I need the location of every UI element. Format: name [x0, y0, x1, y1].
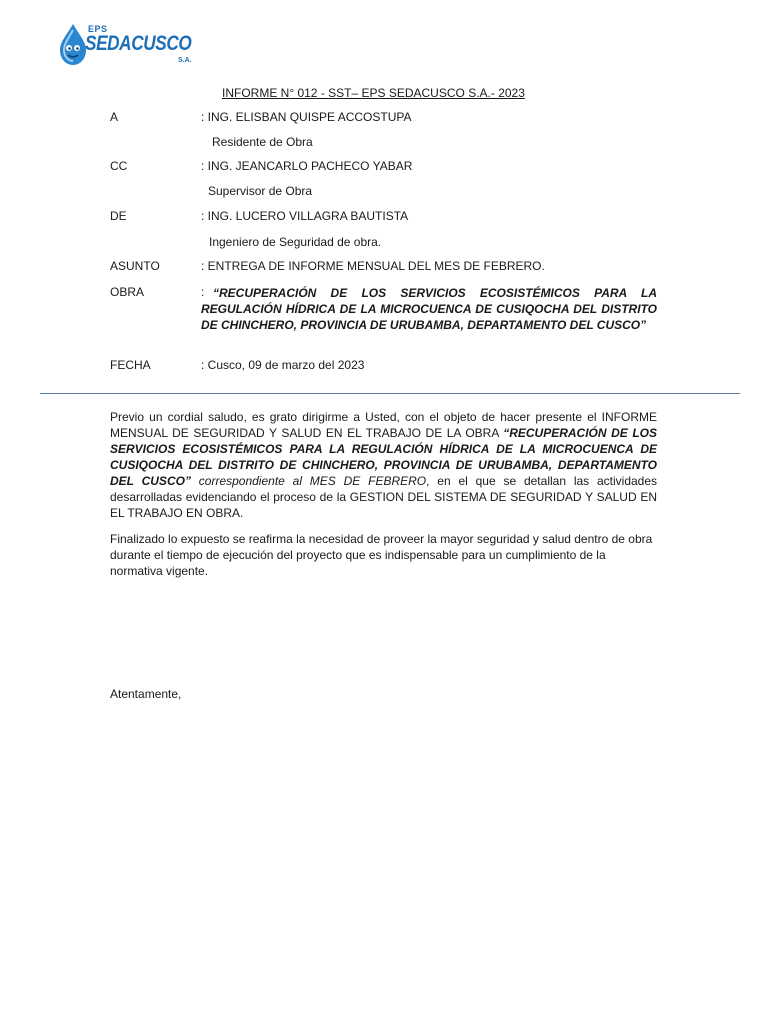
field-cc-label: CC — [110, 159, 128, 173]
p1-month: correspondiente al MES DE FEBRERO — [190, 474, 427, 488]
water-drop-mascot-icon — [58, 22, 88, 68]
p1-rest: , en el que se detallan las actividades desarrolladas evidenciando el proceso de la GESTION DEL SISTEMA DE SEGURIDAD Y SALUD EN EL TRABAJO EN OBRA. — [110, 474, 658, 520]
header-divider — [40, 393, 740, 394]
field-de-value: : ING. LUCERO VILLAGRA BAUTISTA — [201, 209, 409, 223]
closing-text: Atentamente, — [110, 687, 182, 701]
obra-project-name: “RECUPERACIÓN DE LOS SERVICIOS ECOSISTÉMICOS PARA LA REGULACIÓN HÍDRICA DE LA MICROCUENCA DE CUSIQOCHA DEL DISTRITO DE CHINCHERO, PROVINCIA DE URUBAMBA, DEPARTAMENTO DEL CUSCO” — [201, 286, 657, 332]
field-cc-role: Supervisor de Obra — [208, 184, 313, 198]
field-de-role: Ingeniero de Seguridad de obra. — [209, 235, 382, 249]
report-title: INFORME N° 012 - SST– EPS SEDACUSCO S.A.- 2023 — [222, 86, 525, 100]
field-fecha-label: FECHA — [110, 358, 151, 372]
field-fecha-value: : Cusco, 09 de marzo del 2023 — [201, 358, 365, 372]
field-a-value: : ING. ELISBAN QUISPE ACCOSTUPA — [201, 110, 412, 124]
p1-project: “RECUPERACIÓN DE LOS SERVICIOS ECOSISTÉMICOS PARA LA REGULACIÓN HÍDRICA DE LA MICROCUENCA DE CUSIQOCHA DEL DISTRITO DE CHINCHERO, PROVINCIA DE URUBAMBA, DEPARTAMENTO DEL CUSCO” — [110, 426, 657, 488]
field-asunto-label: ASUNTO — [110, 259, 160, 273]
sedacusco-logo — [58, 22, 198, 70]
field-obra-label: OBRA — [110, 285, 145, 299]
body-paragraph-2: Finalizado lo expuesto se reafirma la necesidad de proveer la mayor seguridad y salud dentro de obra durante el tiempo de ejecución del proyecto que es indispensable para un cumplimiento de la normativa vigente. — [110, 532, 653, 578]
field-a-label: A — [110, 110, 119, 124]
field-obra-value — [201, 285, 657, 333]
field-a-role: Residente de Obra — [212, 135, 313, 149]
field-de-label: DE — [110, 209, 127, 223]
field-asunto-value: : ENTREGA DE INFORME MENSUAL DEL MES DE FEBRERO. — [201, 259, 545, 273]
body-paragraph-1 — [110, 409, 657, 521]
p1-intro: Previo un cordial saludo, es grato dirigirme a Usted, con el objeto de hacer presente el INFORME MENSUAL DE SEGURIDAD Y SALUD EN EL TRABAJO DE LA OBRA — [110, 410, 657, 440]
logo-brand-text: SEDACUSCO — [85, 32, 192, 55]
logo-sa-text: S.A. — [178, 57, 192, 64]
logo-eps-text: EPS — [88, 24, 108, 34]
field-obra-colon: : — [201, 285, 205, 299]
field-cc-value: : ING. JEANCARLO PACHECO YABAR — [201, 159, 413, 173]
